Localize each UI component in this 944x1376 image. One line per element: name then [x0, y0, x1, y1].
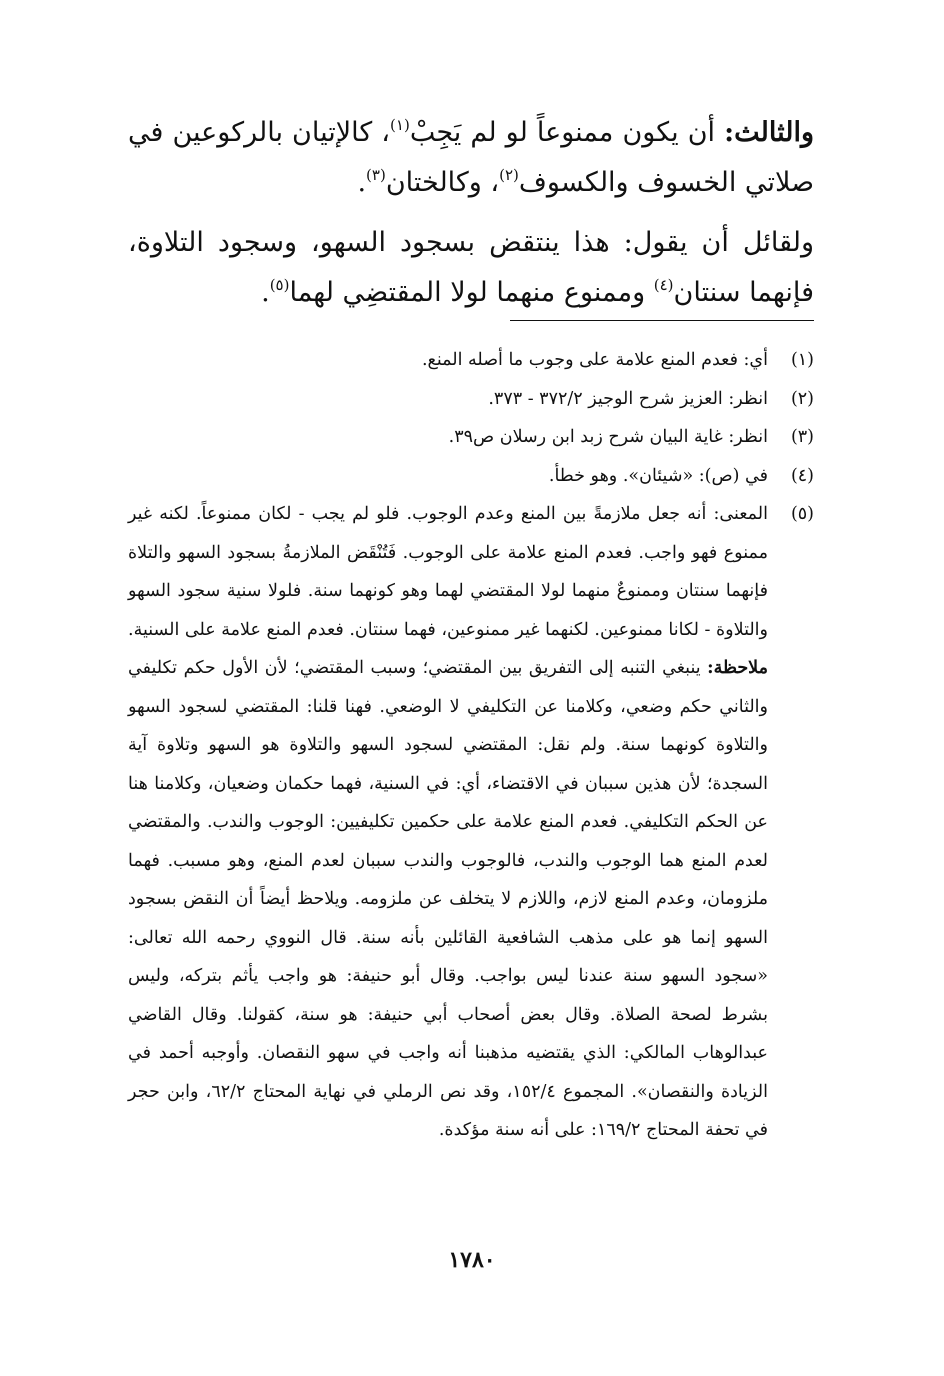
footnote-number: (٤)	[790, 465, 814, 486]
page-number: ١٧٨٠	[448, 1247, 496, 1273]
footnote-number: (٥)	[790, 504, 814, 524]
text-run: .	[261, 277, 270, 308]
footnote-text	[128, 495, 768, 1150]
footnote-text: انظر: العزيز شرح الوجيز ٣٧٢/٢ - ٣٧٣.	[488, 388, 768, 409]
footnote-number: (٣)	[790, 427, 814, 447]
footnote-number: (٢)	[790, 388, 814, 409]
text-run: ، كالإتيان بالركوعين في صلاتي الخسوف والكسوف	[128, 117, 814, 198]
text-run: وممنوع منهما لولا المقتضِي لهما	[289, 277, 654, 308]
text-run: ولقائل أن يقول: هذا ينتقض بسجود السهو، وسجود التلاوة، فإنهما سنتان	[128, 227, 814, 308]
footnote-text-part: ينبغي التنبه إلى التفريق بين المقتضي؛ وسبب المقتضي؛ لأن الأول حكم تكليفي والثاني حكم وضعي، وكلامنا عن التكليفي لا الوضعي. فهنا قلنا: المقتضي لسجود السهو والتلاوة كونهما سنة. ولم نقل: المقتضي لسجود السهو والتلاوة هو السهو وتلاوة آية السجدة؛ لأن هذين سببان في الاقتضاء، أي: في السنية، فهما حكمان وضعيان، وكلامنا هنا عن الحكم التكليفي. فعدم المنع علامة على حكمين تكليفيين: الوجوب والندب. والمقتضي لعدم المنع هما الوجوب والندب، فالوجوب والندب سببان لعدم المنع، وهو مسبب. فهما ملزومان، وعدم المنع لازم، واللازم لا يتخلف عن ملزومه. ويلاحظ أيضاً أن النقض بسجود السهو إنما هو على مذهب الشافعية القائلين بأنه سنة. قال النووي رحمه الله تعالى: «سجود السهو سنة عندنا ليس بواجب. وقال أبو حنيفة: هو واجب يأثم بتركه، وليس بشرط لصحة الصلاة. وقال بعض أصحاب أبي حنيفة: هو سنة، كقولنا. وقال القاضي عبدالوهاب المالكي: الذي يقتضيه مذهبنا أنه واجب في سهو النقصان. وأوجبه أحمد في الزيادة والنقصان». المجموع ١٥٢/٤، وقد نص الرملي في نهاية المحتاج ٦٢/٢، وابن حجر في تحفة المحتاج ١٦٩/٢: على أنه سنة مؤكدة.	[128, 658, 768, 1140]
main-text	[128, 108, 814, 318]
footnote-ref-2: (٢)	[499, 166, 519, 184]
footnotes	[128, 341, 814, 1150]
text-run: ، وكالختان	[385, 167, 500, 198]
footnote-4	[128, 457, 814, 496]
footnote-ref-1: (١)	[390, 116, 410, 134]
note-label: ملاحظة:	[707, 658, 768, 678]
footnote-ref-5: (٥)	[269, 276, 290, 294]
footnote-1	[128, 341, 814, 380]
footnote-text: في (ص): «شيئان». وهو خطأ.	[548, 465, 768, 486]
footnote-2	[128, 380, 814, 419]
footnote-text: أي: فعدم المنع علامة على وجوب ما أصله المنع.	[421, 350, 768, 370]
footnote-ref-4: (٤)	[653, 276, 674, 294]
footnote-number: (١)	[790, 350, 814, 370]
footnote-separator	[510, 320, 814, 321]
footnote-5	[128, 495, 814, 1150]
text-run: أن يكون ممنوعاً لو لم يَجِبْ	[409, 117, 725, 148]
footnote-text-part: المعنى: أنه جعل ملازمةً بين المنع وعدم الوجوب. فلو لم يجب - لكان ممنوعاً. لكنه غير ممنوع فهو واجب. فعدم المنع علامة على الوجوب. فَتُنْقَض الملازمةُ بسجود السهو والتلاة فإنهما سنتان وممنوعٌ منهما لولا المقتضي لهما وهو كونهما سنة. فلولا سنية سجود السهو والتلاوة - لكانا ممنوعين. لكنهما غير ممنوعين، فهما سنتان. فعدم المنع علامة على السنية.	[128, 504, 768, 640]
footnote-3	[128, 418, 814, 457]
text-run: .	[357, 167, 367, 198]
footnote-ref-3: (٣)	[366, 166, 386, 184]
footnote-text: انظر: غاية البيان شرح زبد ابن رسلان ص٣٩.	[448, 427, 768, 447]
paragraph-lead: والثالث:	[724, 117, 814, 148]
paragraph-third-condition	[128, 108, 814, 208]
paragraph-objection	[128, 218, 814, 318]
